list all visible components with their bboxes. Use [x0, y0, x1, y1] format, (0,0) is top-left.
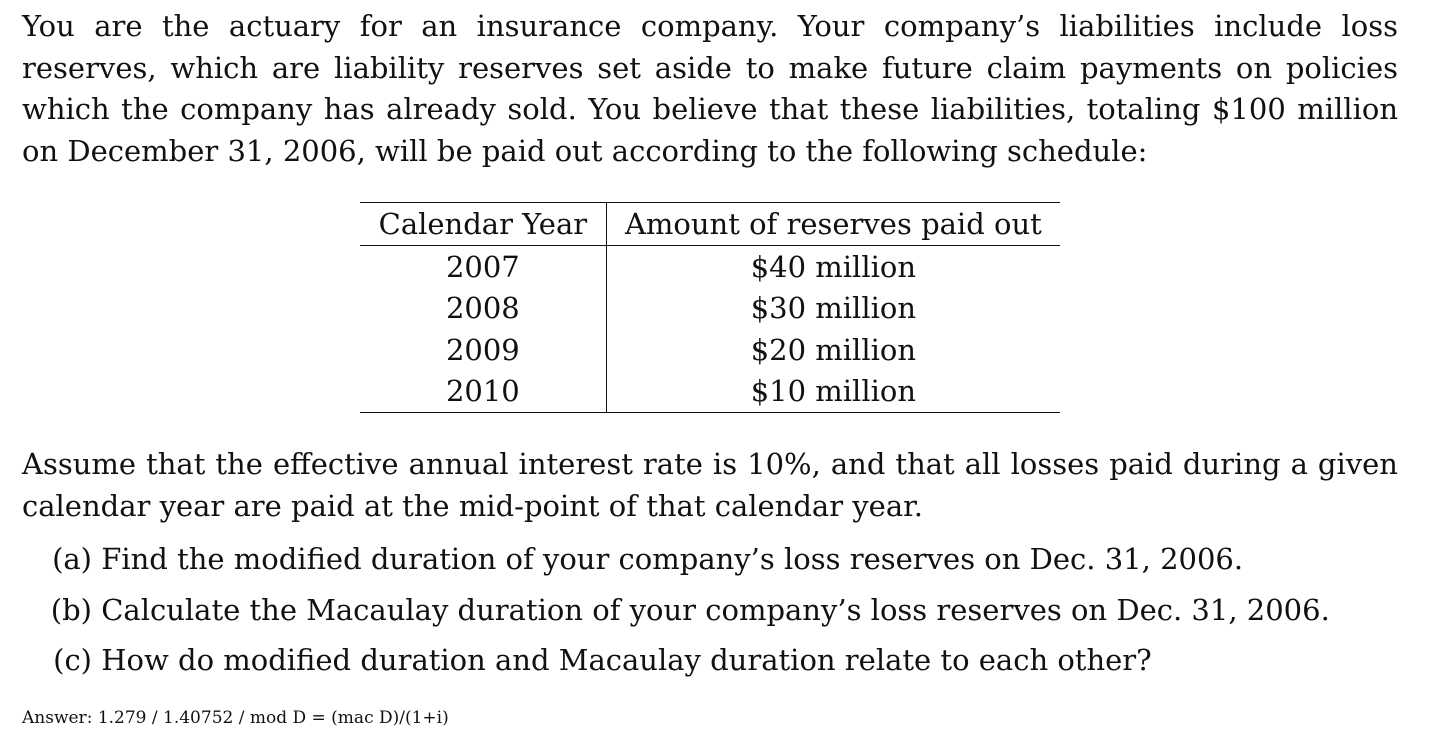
- year-cell: 2010: [360, 371, 606, 413]
- year-cell: 2008: [360, 288, 606, 330]
- amount-cell: $30 million: [750, 291, 917, 326]
- question-list: [22, 538, 1330, 690]
- interest-assumption: Assume that the effective annual interest rate is 10%, and that all losses paid during a given calendar year are paid at the mid-point of that calendar year.: [22, 447, 1398, 523]
- amount-cell: $20 million: [750, 332, 917, 367]
- table-header-row: [360, 203, 1060, 246]
- amount-cell: $40 million: [750, 249, 917, 284]
- header-amount-paid: Amount of reserves paid out: [606, 203, 1060, 246]
- answer-key: Answer: 1.279 / 1.40752 / mod D = (mac D)/(1+i): [22, 708, 449, 728]
- header-calendar-year: Calendar Year: [360, 203, 606, 246]
- question-label: (a): [52, 542, 92, 576]
- problem-intro: You are the actuary for an insurance company. Your company’s liabilities include loss reserves, which are liability reserves set aside to make future claim payments on policies which the company has already sold. You believe that these liabilities, totaling $100 million on December 31, 2006, will be paid out according to the following schedule:: [22, 9, 1398, 168]
- question-b: [22, 589, 1330, 640]
- question-c: [22, 639, 1330, 690]
- table-row: [360, 329, 1060, 371]
- year-cell: 2009: [360, 329, 606, 371]
- table-row: [360, 371, 1060, 413]
- question-text: Calculate the Macaulay duration of your company’s loss reserves on Dec. 31, 2006.: [101, 592, 1330, 627]
- question-text: Find the modified duration of your company’s loss reserves on Dec. 31, 2006.: [101, 542, 1244, 576]
- amount-cell: $10 million: [606, 371, 1060, 413]
- question-a: [22, 538, 1330, 589]
- question-label: (b): [50, 592, 92, 627]
- table-row: [360, 246, 1060, 288]
- payout-schedule-table: [360, 202, 1060, 413]
- table-row: [360, 288, 1060, 330]
- question-text: How do modified duration and Macaulay duration relate to each other?: [101, 643, 1152, 677]
- year-cell: 2007: [360, 246, 606, 288]
- question-label: (c): [53, 643, 92, 677]
